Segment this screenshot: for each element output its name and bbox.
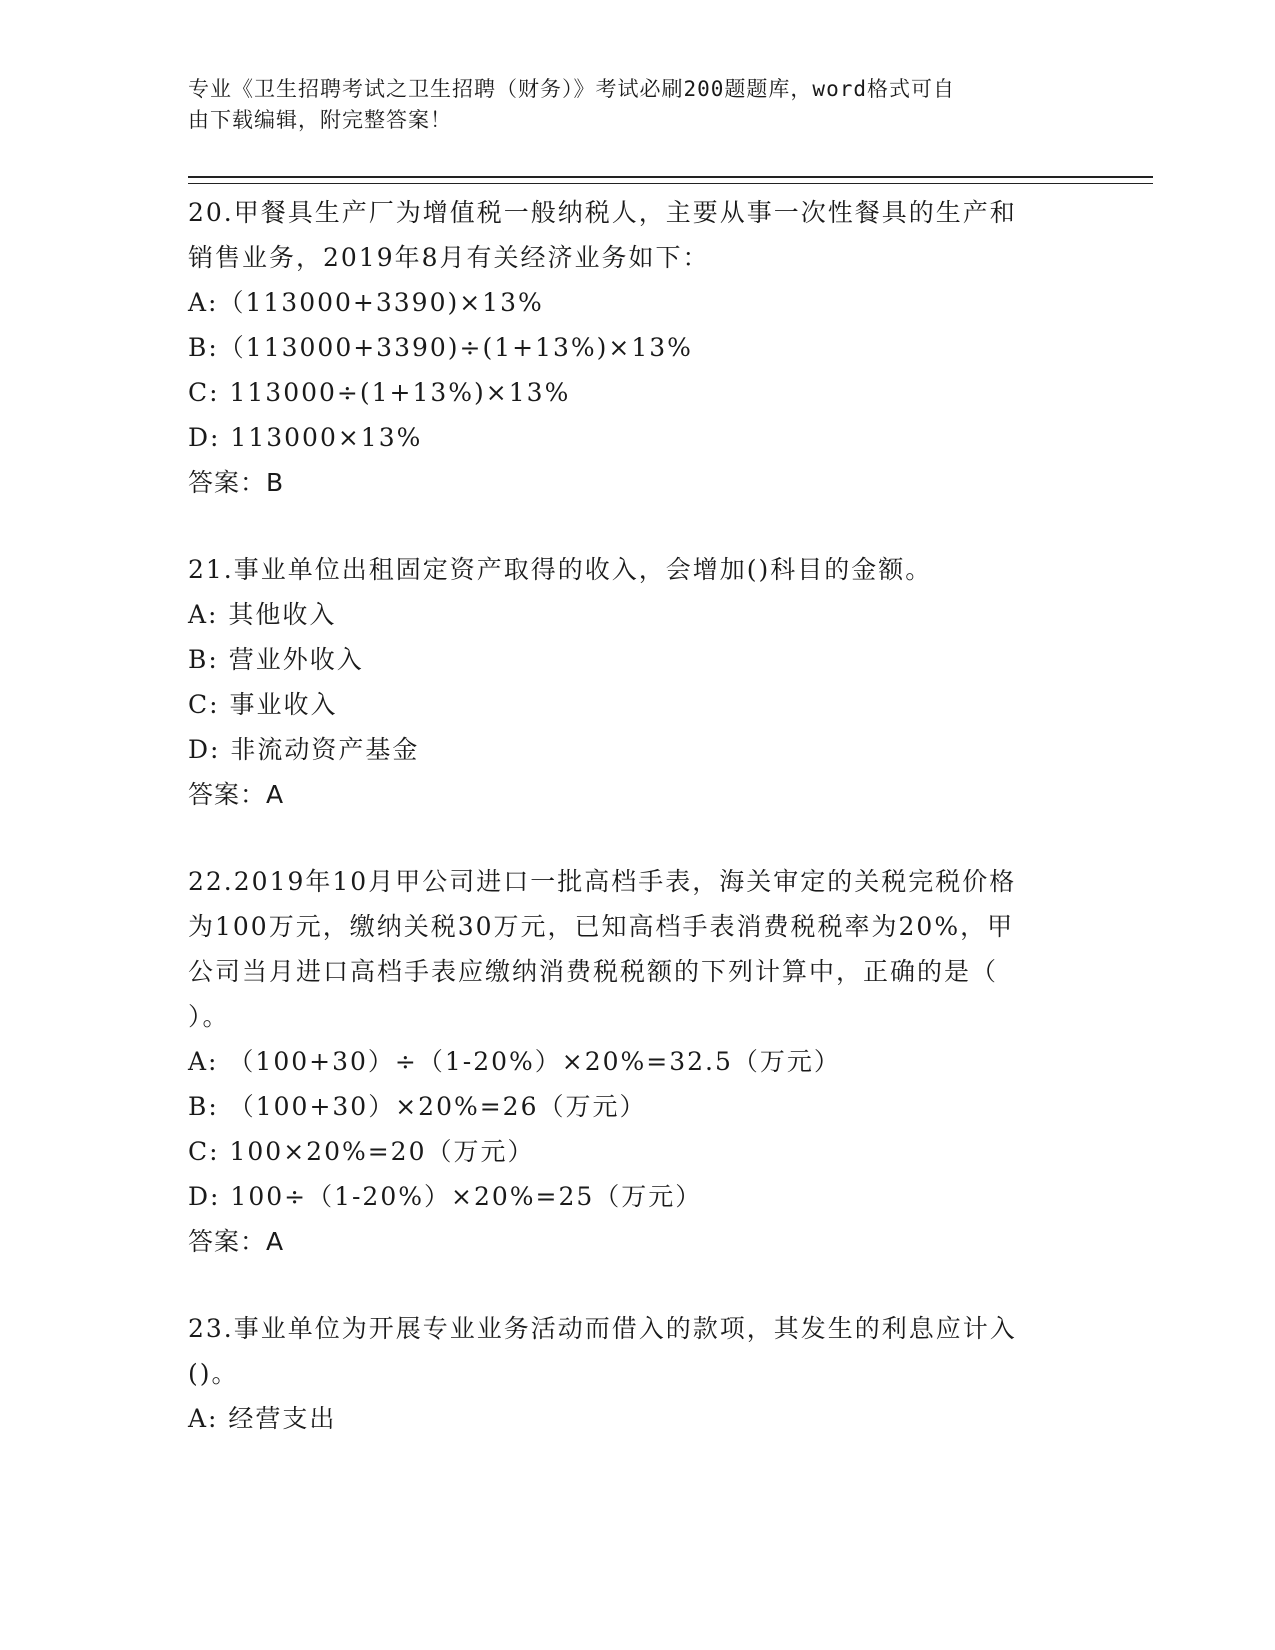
question-stem-line: 为100万元，缴纳关税30万元，已知高档手表消费税税率为20%，甲: [188, 912, 1015, 941]
answer-line: 答案：A: [188, 780, 285, 809]
option-a: A: 其他收入: [188, 600, 337, 629]
option-a: A: （100+30）÷（1-20%）×20%=32.5（万元）: [188, 1047, 841, 1076]
question-stem-line: 公司当月进口高档手表应缴纳消费税税额的下列计算中，正确的是（: [188, 957, 999, 986]
header-divider-thick: [188, 176, 1153, 178]
option-d: D: 113000×13%: [188, 423, 423, 452]
header-title-line-2: 由下载编辑，附完整答案！: [188, 108, 452, 132]
option-b: B: （100+30）×20%=26（万元）: [188, 1092, 647, 1121]
question-stem-line: 销售业务，2019年8月有关经济业务如下：: [188, 243, 710, 272]
header-divider-thin: [188, 183, 1153, 184]
question-22: [188, 859, 1088, 1264]
question-23: [188, 1306, 1088, 1441]
option-d: D: 100÷（1-20%）×20%=25（万元）: [188, 1182, 703, 1211]
question-stem-line: 21.事业单位出租固定资产取得的收入，会增加()科目的金额。: [188, 555, 933, 584]
option-a: A:（113000+3390)×13%: [188, 288, 544, 317]
answer-line: 答案：A: [188, 1227, 285, 1256]
header-title-line-1: 专业《卫生招聘考试之卫生招聘（财务）》考试必刷200题题库，word格式可自: [188, 77, 955, 101]
option-b: B:（113000+3390)÷(1+13%)×13%: [188, 333, 693, 362]
question-stem-line: ）。: [188, 1002, 230, 1031]
question-list: [188, 190, 1088, 1483]
option-d: D: 非流动资产基金: [188, 735, 420, 764]
question-21: [188, 547, 1088, 817]
document-header: [188, 74, 1068, 136]
option-a: A: 经营支出: [188, 1404, 337, 1433]
question-20: [188, 190, 1088, 505]
question-stem-line: ()。: [188, 1359, 239, 1388]
question-stem-line: 22.2019年10月甲公司进口一批高档手表，海关审定的关税完税价格: [188, 867, 1017, 896]
question-stem-line: 23.事业单位为开展专业业务活动而借入的款项，其发生的利息应计入: [188, 1314, 1017, 1343]
option-c: C: 113000÷(1+13%)×13%: [188, 378, 571, 407]
question-stem-line: 20.甲餐具生产厂为增值税一般纳税人，主要从事一次性餐具的生产和: [188, 198, 1017, 227]
answer-line: 答案：B: [188, 468, 285, 497]
option-c: C: 事业收入: [188, 690, 338, 719]
option-c: C: 100×20%=20（万元）: [188, 1137, 535, 1166]
option-b: B: 营业外收入: [188, 645, 364, 674]
